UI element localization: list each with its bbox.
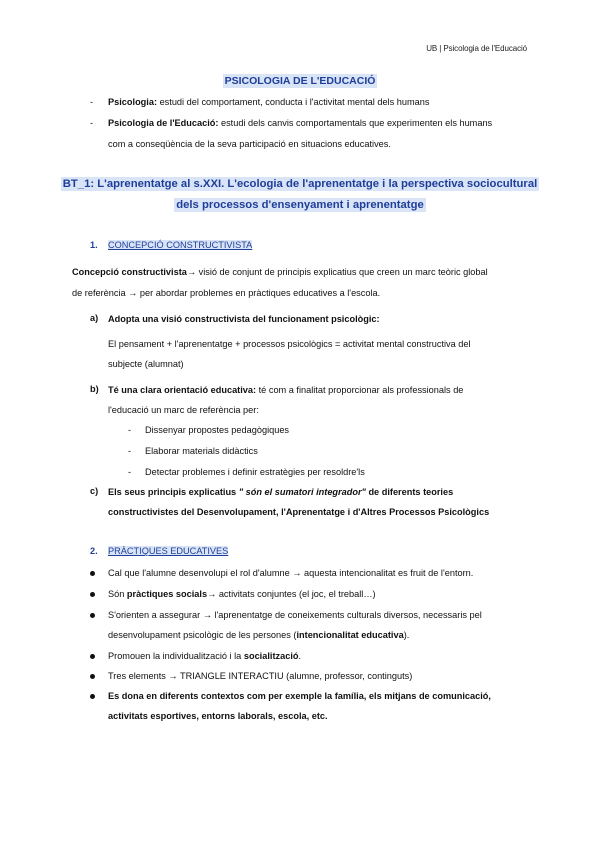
item-a-heading [108, 313, 380, 325]
subitem: Elaborar materials didàctics [145, 446, 258, 456]
section2-number: 2. [90, 546, 98, 556]
subitem-dash: - [128, 467, 132, 477]
block-title-line2-text: dels processos d'ensenyament i aprenentatge [176, 199, 424, 211]
b3-post: ). [403, 630, 410, 640]
b6-line2: activitats esportives, entorns laborals, escola, etc. [108, 711, 328, 721]
bullet-icon [90, 613, 95, 618]
section2-bullet-4 [108, 650, 301, 662]
item-label-c: c) [90, 486, 99, 496]
item-c-part1: Els seus principis explicatius [108, 487, 239, 497]
bullet-icon [90, 571, 95, 576]
subitem-dash: - [128, 446, 132, 456]
b3-pre: desenvolupament psicològic de les persones ( [108, 630, 297, 640]
bullet-icon [90, 654, 95, 659]
item-a-heading-text: Adopta una visió constructivista del funcionament psicològic: [108, 314, 380, 324]
item-c-quote: " són el sumatori integrador" [238, 487, 366, 497]
section2-bullet-6 [108, 690, 491, 702]
b4-post: . [298, 651, 302, 661]
section2-bullet-2 [108, 588, 376, 600]
definition-term: Psicologia de l'Educació: [108, 118, 219, 128]
block-title-line2 [0, 199, 600, 211]
item-b-rest: té com a finalitat proporcionar als professionals de [256, 385, 464, 395]
definition-dash: - [90, 97, 94, 107]
definition-dash: - [90, 118, 94, 128]
page-header: UB | Psicologia de l'Educació [426, 44, 527, 53]
b4-pre: Promouen la individualització i la [108, 651, 244, 661]
b3-bold: intencionalitat educativa [296, 630, 404, 640]
section1-intro-line2: de referència → per abordar problemes en pràctiques educatives a l'escola. [72, 288, 381, 298]
subitem-dash: - [128, 425, 132, 435]
section1-intro [72, 266, 488, 278]
section2-bullet-5: Tres elements → TRIANGLE INTERACTIU (alumne, professor, continguts) [108, 671, 413, 681]
section1-intro-term: Concepció constructivista [72, 267, 187, 277]
section2-bullet-6-line2 [108, 710, 328, 722]
section1-number: 1. [90, 240, 98, 250]
item-c-line2 [108, 506, 489, 518]
block-title-line1-text: BT_1: L'aprenentatge al s.XXI. L'ecologia de l'aprenentatge i la perspectiva sociocultural [62, 178, 538, 190]
block-title-line1 [0, 178, 600, 190]
item-b-heading-text: Té una clara orientació educativa: [108, 385, 257, 395]
section1-intro-rest: → visió de conjunt de principis explicatius que creen un marc teòric global [186, 267, 488, 277]
b2-post: → activitats conjuntes (el joc, el treball…) [207, 589, 376, 599]
item-a-line1: El pensament + l'aprenentatge + processos psicològics = activitat mental constructiva del [108, 339, 471, 349]
item-b-heading [108, 384, 463, 396]
bullet-icon [90, 592, 95, 597]
section2-heading [90, 546, 228, 556]
subitem: Detectar problemes i definir estratègies per resoldre'ls [145, 467, 365, 477]
item-c-line1 [108, 486, 453, 498]
definition-psicologia-educacio [108, 117, 492, 129]
item-label-a: a) [90, 313, 99, 323]
subitem: Dissenyar propostes pedagògiques [145, 425, 290, 435]
section1-title: CONCEPCIÓ CONSTRUCTIVISTA [108, 240, 253, 250]
definition-psicologia [108, 96, 429, 108]
definition-text: estudi del comportament, conducta i l'activitat mental dels humans [157, 97, 430, 107]
b6-line1: Es dona en diferents contextos com per exemple la família, els mitjans de comunicació, [108, 691, 491, 701]
definition-term: Psicologia: [108, 97, 158, 107]
section2-title: PRÀCTIQUES EDUCATIVES [108, 546, 229, 556]
b4-bold: socialització [243, 651, 299, 661]
section1-heading [90, 240, 252, 250]
item-b-line2: l'educació un marc de referència per: [108, 405, 259, 415]
item-a-line2: subjecte (alumnat) [108, 359, 184, 369]
section2-bullet-1: Cal que l'alumne desenvolupi el rol d'alumne → aquesta intencionalitat es fruit de l'entorn. [108, 568, 474, 578]
section2-bullet-3-line2 [108, 629, 409, 641]
b2-bold: pràctiques socials [126, 589, 208, 599]
section2-bullet-3: S'orienten a assegurar → l'aprenentatge de coneixements culturals diversos, necessaris pel [108, 610, 482, 620]
definition-continuation: com a conseqüència de la seva participació en situacions educatives. [108, 139, 391, 149]
bullet-icon [90, 674, 95, 679]
item-label-b: b) [90, 384, 99, 394]
item-c-line2-text: constructivistes del Desenvolupament, l'Aprenentatge i d'Altres Processos Psicològics [108, 507, 490, 517]
item-c-part2: de diferents teories [365, 487, 454, 497]
document-title-text: PSICOLOGIA DE L'EDUCACIÓ [224, 75, 376, 87]
bullet-icon [90, 694, 95, 699]
document-title [0, 75, 600, 87]
b2-pre: Són [108, 589, 127, 599]
definition-text: estudi dels canvis comportamentals que experimenten els humans [218, 118, 493, 128]
